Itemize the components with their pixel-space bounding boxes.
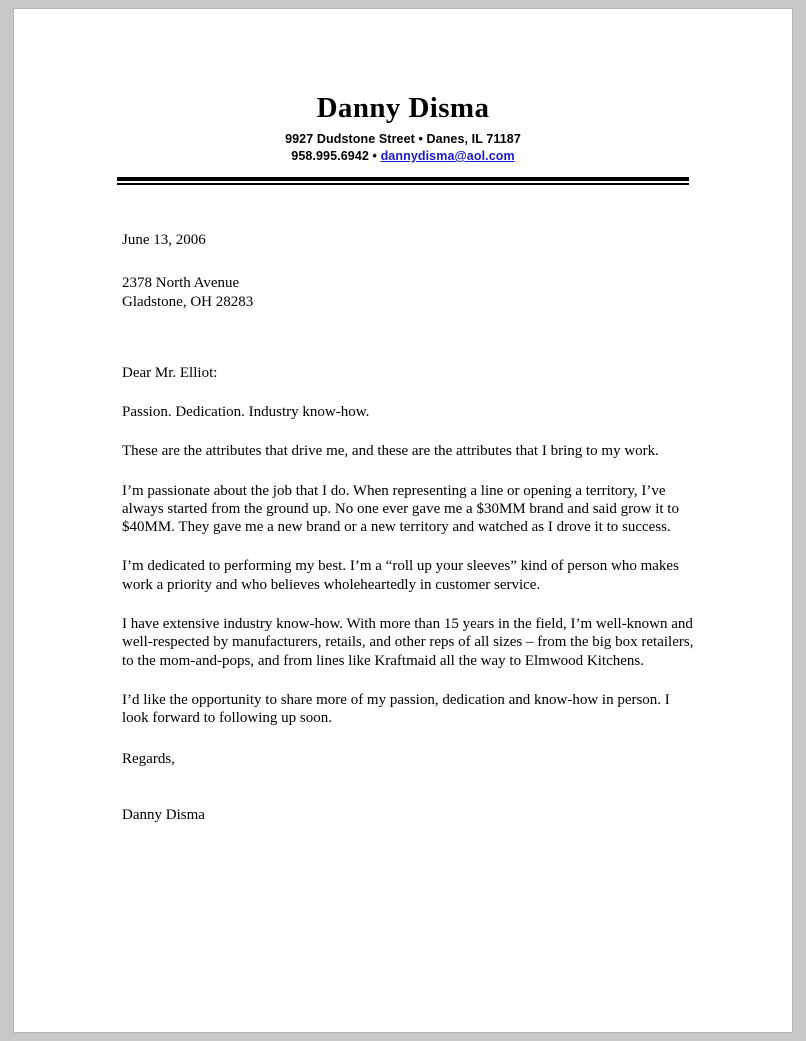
recipient-address-line-1: 2378 North Avenue xyxy=(122,275,240,292)
recipient-address xyxy=(122,274,694,312)
letterhead-name: Danny Disma xyxy=(316,92,490,124)
body-paragraph-1: Passion. Dedication. Industry know-how. xyxy=(122,403,370,420)
body-paragraph-2: These are the attributes that drive me, and these are the attributes that I bring to my work. xyxy=(122,443,659,460)
closing-line: Regards, xyxy=(122,750,175,767)
header-divider xyxy=(117,177,689,185)
document-page xyxy=(13,8,793,1033)
recipient-address-line-2: Gladstone, OH 28283 xyxy=(122,293,254,310)
signature-name: Danny Disma xyxy=(122,806,205,823)
divider-thin-rule xyxy=(117,183,689,185)
letterhead-address: 9927 Dudstone Street • Danes, IL 71187 xyxy=(285,131,521,146)
phone-number: 958.995.6942 • xyxy=(291,148,381,163)
salutation: Dear Mr. Elliot: xyxy=(122,364,218,381)
email-link[interactable]: dannydisma@aol.com xyxy=(380,148,515,163)
body-paragraph-6: I’d like the opportunity to share more of my passion, dedication and know-how in person. I look forward to following up soon. xyxy=(122,691,670,727)
cover-letter xyxy=(14,9,792,1032)
body-paragraph-4: I’m dedicated to performing my best. I’m a “roll up your sleeves” kind of person who makes work a priority and who believes wholeheartedly in customer service. xyxy=(122,558,679,593)
body-paragraph-5: I have extensive industry know-how. With more than 15 years in the field, I’m well-known and well-respected by manufacturers, retails, and other reps of all sizes – from the big box retailers, to the mom-and-pops, and from lines like Kraftmaid all the way to Elmwood Kitchens. xyxy=(122,616,694,669)
letter-date: June 13, 2006 xyxy=(122,231,206,248)
letterhead-contact xyxy=(14,149,792,163)
body-paragraph-3: I’m passionate about the job that I do. When representing a line or opening a territory, I’ve always started from the ground up. No one ever gave me a $30MM brand and said grow it to $40MM. They gave me a new brand or a new territory and watched as I drove it to success. xyxy=(122,482,679,536)
letterhead xyxy=(14,9,792,185)
letter-body xyxy=(14,231,694,824)
